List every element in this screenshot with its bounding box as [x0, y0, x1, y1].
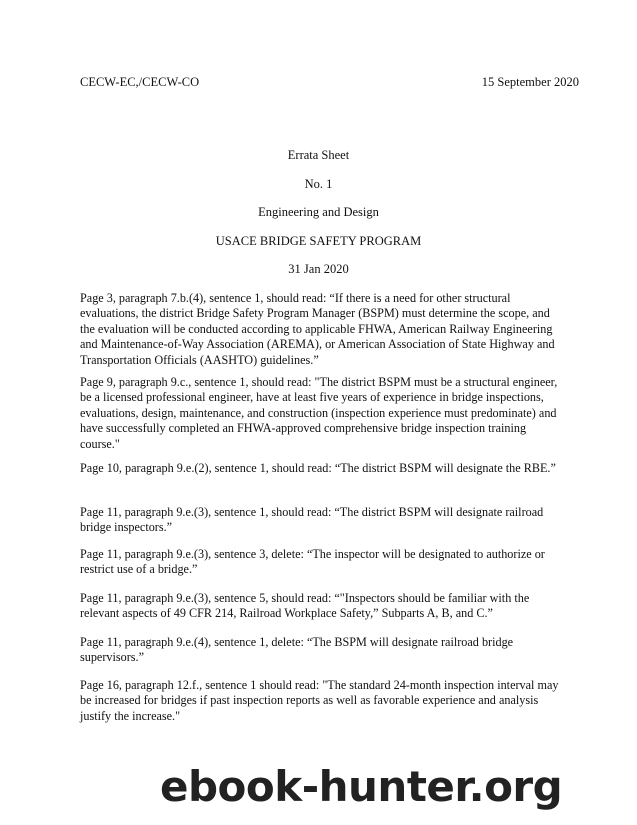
errata-paragraph: Page 3, paragraph 7.b.(4), sentence 1, should read: “If there is a need for other structural evaluations, the district Bridge Safety Program Manager (BSPM) must determine the scope, and the evaluation will be conducted according to applicable FHWA, American Railway Engineering and Maintenance-of-Way Association (AREMA), or American Association of State Highway and Transportation Officials (AASHTO) guidelines.”	[80, 291, 555, 367]
watermark: ebook-hunter.org	[160, 762, 563, 811]
publication-category: Engineering and Design	[258, 205, 379, 219]
errata-paragraph: Page 11, paragraph 9.e.(3), sentence 1, should read: “The district BSPM will designate railroad bridge inspectors.”	[80, 505, 544, 535]
errata-paragraph: Page 9, paragraph 9.c., sentence 1, should read: "The district BSPM must be a structural engineer, be a licensed professional engineer, have at least five years of experience in bridge inspections, evaluations, design, maintenance, and construction (inspection experience must predominate) and have successfully completed an FHWA-approved comprehensive bridge inspection training course."	[80, 375, 558, 451]
errata-paragraph: Page 10, paragraph 9.e.(2), sentence 1, should read: “The district BSPM will designate the RBE.”	[80, 461, 556, 475]
errata-paragraph: Page 16, paragraph 12.f., sentence 1 should read: "The standard 24-month inspection interval may be increased for bridges if past inspection reports as well as favorable experience and analysis justify the increase."	[80, 678, 559, 723]
publication-date: 31 Jan 2020	[288, 262, 349, 276]
errata-paragraph: Page 11, paragraph 9.e.(3), sentence 3, delete: “The inspector will be designated to authorize or restrict use of a bridge.”	[80, 547, 545, 577]
publication-title: USACE BRIDGE SAFETY PROGRAM	[215, 234, 422, 248]
errata-paragraph: Page 11, paragraph 9.e.(4), sentence 1, delete: “The BSPM will designate railroad bridge supervisors.”	[80, 635, 514, 665]
errata-title: Errata Sheet	[287, 148, 350, 162]
errata-number: No. 1	[304, 177, 333, 191]
header-date: 15 September 2020	[481, 75, 579, 89]
office-symbol: CECW-EC,/CECW-CO	[80, 75, 200, 89]
errata-paragraph: Page 11, paragraph 9.e.(3), sentence 5, should read: “"Inspectors should be familiar with the relevant aspects of 49 CFR 214, Railroad Workplace Safety,” Subparts A, B, and C.”	[80, 591, 530, 621]
